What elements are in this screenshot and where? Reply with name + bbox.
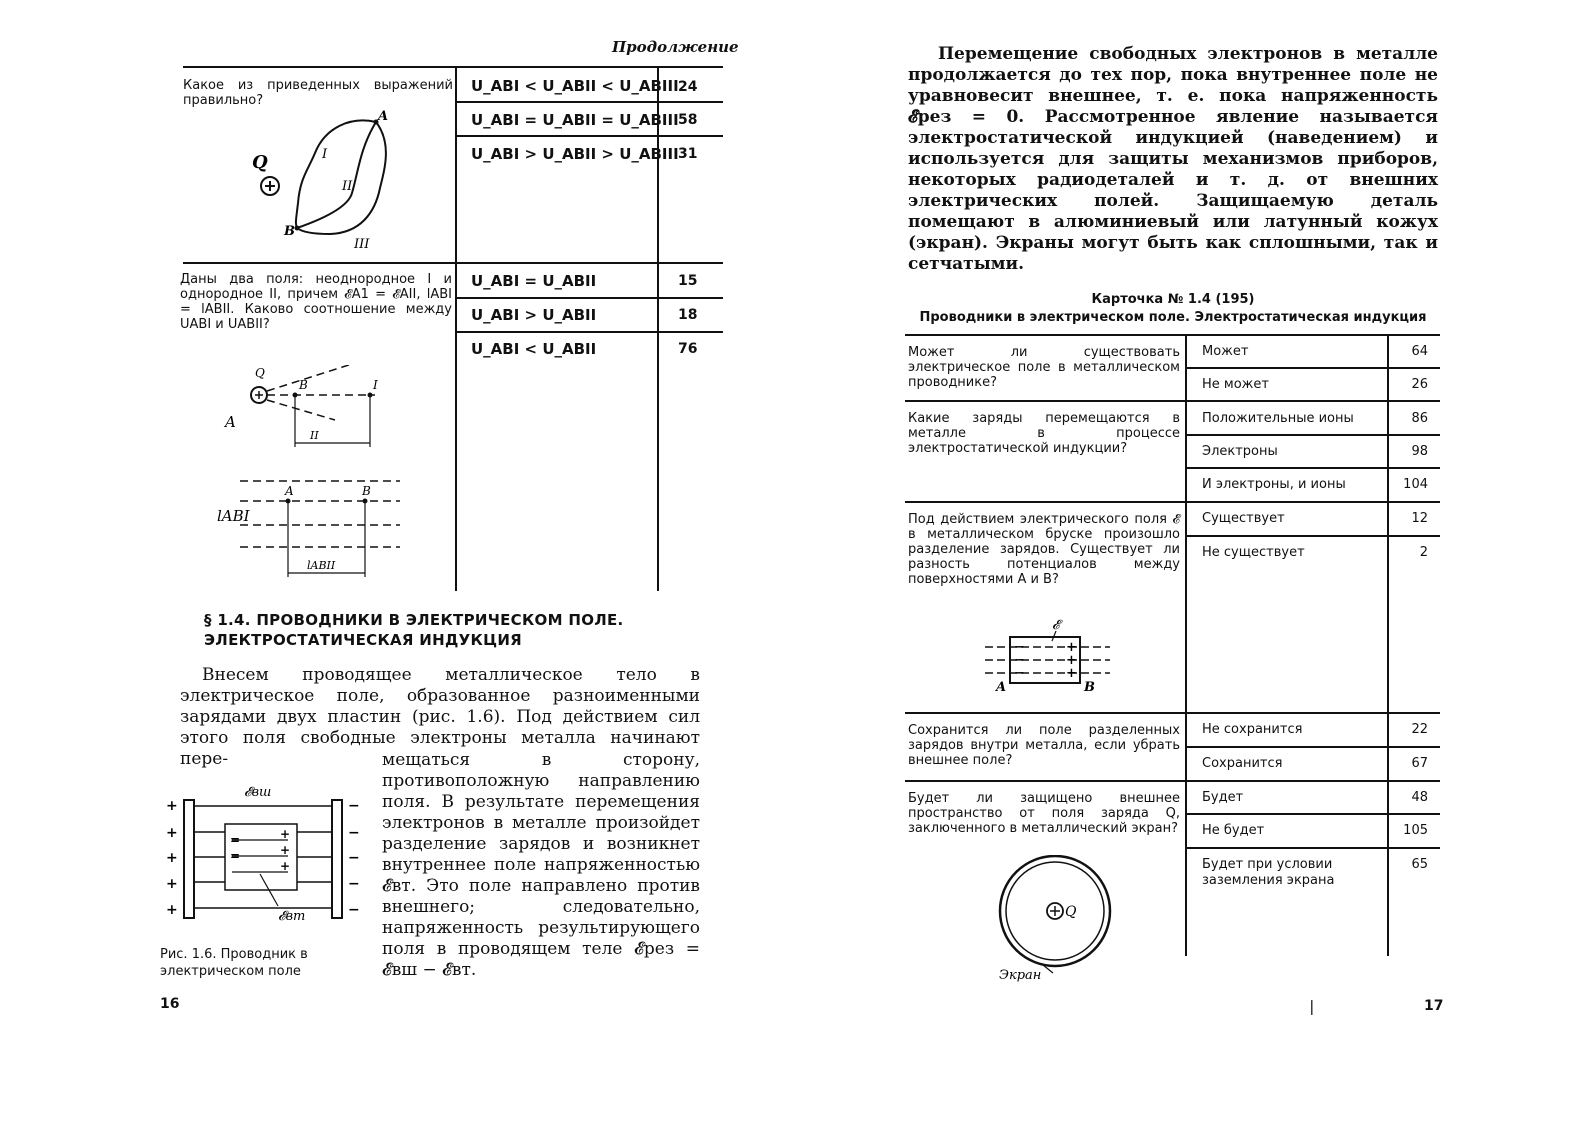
- card-answer-5-3: Будет при условии заземления экрана: [1202, 857, 1335, 888]
- table-divider: [455, 66, 457, 591]
- external-field-label: 𝓔вш: [244, 785, 272, 800]
- row-rule: [455, 101, 723, 103]
- row-rule: [905, 712, 1440, 714]
- code-q1-1: 24: [678, 79, 698, 95]
- card-subtitle: Проводники в электрическом поле. Электростатическая индукция: [919, 310, 1427, 325]
- page-number-right: 17: [1424, 998, 1444, 1014]
- card-code-3-2: 2: [1419, 545, 1428, 560]
- svg-text:+: +: [280, 843, 291, 857]
- point-a-label: A: [378, 109, 389, 124]
- code-q2-3: 76: [678, 341, 698, 357]
- svg-text:+: +: [166, 902, 178, 918]
- card-question-4: Сохранится ли поле разделенных зарядов внутри металла, если убрать внешнее поле?: [908, 723, 1180, 768]
- row-rule: [905, 780, 1440, 782]
- svg-text:+: +: [1066, 640, 1077, 655]
- charge-label: Q: [252, 152, 268, 173]
- card-answer-3-2: Не существует: [1202, 545, 1305, 560]
- card-code-2-3: 104: [1403, 477, 1428, 492]
- svg-text:+: +: [280, 827, 291, 841]
- row-rule: [905, 501, 1440, 503]
- path-label-1: I: [322, 147, 328, 162]
- svg-text:−: −: [348, 902, 360, 918]
- path-label-3: III: [354, 237, 370, 252]
- row-rule: [183, 262, 723, 264]
- card-question-5: Будет ли защищено внешнее пространство от поля заряда Q, заключенного в металлический экран?: [908, 791, 1180, 836]
- distance-label-2: lABII: [307, 559, 336, 572]
- surface-b-label: B: [1084, 680, 1095, 695]
- row-rule: [1185, 467, 1440, 469]
- code-q1-3: 31: [678, 146, 698, 162]
- shield-screen-diagram: [995, 855, 1125, 990]
- answer-q2-1: U_ABI = U_ABII: [471, 272, 597, 290]
- conductor-figure: [160, 782, 370, 922]
- point-b-label: B: [362, 484, 371, 498]
- card-code-5-2: 105: [1403, 823, 1428, 838]
- code-q2-2: 18: [678, 307, 698, 323]
- answer-q1-1: U_ABI < U_ABII < U_ABIII: [471, 77, 679, 95]
- card-answer-2-2: Электроны: [1202, 444, 1278, 459]
- point-b-label: I: [373, 378, 378, 392]
- distance-label-1: II: [310, 429, 319, 442]
- point-a-label: B: [299, 378, 308, 392]
- question-2: Даны два поля: неоднородное I и однородное II, причем 𝓔A1 = 𝓔AII, lABI = lABII. Каково соотношение между UABI и UABII?: [180, 272, 452, 332]
- svg-text:+: +: [166, 825, 178, 841]
- section-heading-line-1: § 1.4. ПРОВОДНИКИ В ЭЛЕКТРИЧЕСКОМ ПОЛЕ.: [204, 611, 624, 629]
- question-1: Какое из приведенных выражений правильно?: [183, 78, 453, 108]
- svg-text:=: =: [230, 849, 241, 863]
- svg-text:+: +: [166, 876, 178, 892]
- answer-q2-3: U_ABI < U_ABII: [471, 340, 597, 358]
- row-rule: [1185, 813, 1440, 815]
- card-answer-5-1: Будет: [1202, 790, 1244, 805]
- figure-caption: Рис. 1.6. Проводник в электрическом поле: [160, 947, 308, 979]
- row-rule: [455, 331, 723, 333]
- field-label-2: lABI: [217, 507, 250, 525]
- card-code-2-2: 98: [1411, 444, 1428, 459]
- svg-text:−: −: [1014, 653, 1025, 668]
- table-top-rule: [905, 334, 1440, 336]
- row-rule: [905, 400, 1440, 402]
- surface-a-label: A: [996, 680, 1007, 695]
- intro-paragraph: Перемещение свободных электронов в металле продолжается до тех пор, пока внутреннее поле не уравновесит внешнее, т. е. пока напряженность 𝓔рез = 0. Рассмотренное явление называется электростатической индукцией (наведением) и используется для защиты механизмов приборов, некоторых радиодеталей и т. д. от внешних электрических полей. Защищаемую деталь помещают в алюминиевый или латунный кожух (экран). Экраны могут быть как сплошными, так и сетчатыми.: [908, 44, 1438, 274]
- row-rule: [1185, 746, 1440, 748]
- card-answer-5-2: Не будет: [1202, 823, 1265, 838]
- card-code-5-1: 48: [1411, 790, 1428, 805]
- answer-q1-3: U_ABI > U_ABII > U_ABIII: [471, 145, 679, 163]
- card-code-4-2: 67: [1411, 756, 1428, 771]
- svg-text:+: +: [1066, 653, 1077, 668]
- svg-text:−: −: [348, 825, 360, 841]
- answer-q2-2: U_ABI > U_ABII: [471, 306, 597, 324]
- mark-symbol: ᛁ: [1307, 998, 1317, 1017]
- path-I: [296, 120, 376, 228]
- card-answer-4-2: Сохранится: [1202, 756, 1283, 771]
- svg-text:−: −: [348, 876, 360, 892]
- charge-label: Q: [255, 366, 265, 380]
- point-a-label: A: [285, 484, 294, 498]
- card-answer-3-1: Существует: [1202, 511, 1285, 526]
- right-plate: [332, 800, 342, 918]
- card-answer-1-1: Может: [1202, 344, 1249, 359]
- path-II: [297, 122, 376, 228]
- card-question-3: Под действием электрического поля 𝓔 в металлическом бруске произошло разделение зарядов. Существует ли разность потенциалов между поверхностями A и B?: [908, 512, 1180, 587]
- card-code-2-1: 86: [1411, 411, 1428, 426]
- row-rule: [1185, 535, 1440, 537]
- row-rule: [455, 297, 723, 299]
- answer-q1-2: U_ABI = U_ABII = U_ABIII: [471, 111, 679, 129]
- screen-label: Экран: [999, 968, 1042, 983]
- field-label: 𝓔: [1052, 618, 1060, 633]
- row-rule: [1185, 847, 1440, 849]
- svg-text:=: =: [230, 833, 241, 847]
- card-answer-1-2: Не может: [1202, 377, 1269, 392]
- row-rule: [455, 135, 723, 137]
- card-title: Карточка № 1.4 (195): [1091, 292, 1255, 307]
- row-rule: [1185, 434, 1440, 436]
- section-heading-line-2: ЭЛЕКТРОСТАТИЧЕСКАЯ ИНДУКЦИЯ: [204, 631, 523, 649]
- card-question-2: Какие заряды перемещаются в металле в процессе электростатической индукции?: [908, 411, 1180, 456]
- card-question-1: Может ли существовать электрическое поле в металлическом проводнике?: [908, 345, 1180, 390]
- card-code-5-3: 65: [1411, 857, 1428, 872]
- card-answer-4-1: Не сохранится: [1202, 722, 1303, 737]
- svg-text:−: −: [1014, 640, 1025, 655]
- svg-text:+: +: [166, 798, 178, 814]
- svg-text:−: −: [1014, 666, 1025, 681]
- code-q1-2: 58: [678, 112, 698, 128]
- card-code-1-1: 64: [1411, 344, 1428, 359]
- svg-text:+: +: [166, 850, 178, 866]
- fields-diagram: [215, 365, 415, 585]
- card-code-1-2: 26: [1411, 377, 1428, 392]
- body-paragraph-side: мещаться в сторону, противоположную направлению поля. В результате перемещения электронов в металле произойдет разделение зарядов и возникнет внутреннее поле напряженностью 𝓔вт. Это поле направлено против внешнего; следовательно, напряженность результирующего поля в проводящем теле 𝓔рез = 𝓔вш − 𝓔вт.: [382, 750, 700, 980]
- paths-diagram: [240, 108, 400, 258]
- internal-field-label: 𝓔вт: [278, 909, 306, 922]
- table-top-rule: [183, 66, 723, 68]
- page-number-left: 16: [160, 996, 180, 1012]
- svg-text:−: −: [348, 850, 360, 866]
- table-divider: [1185, 334, 1187, 956]
- svg-text:−: −: [348, 798, 360, 814]
- code-q2-1: 15: [678, 273, 698, 289]
- field-label-1: A: [225, 413, 236, 431]
- svg-text:+: +: [280, 859, 291, 873]
- continuation-label: Продолжение: [612, 38, 739, 56]
- card-answer-2-1: Положительные ионы: [1202, 411, 1354, 426]
- bar-charge-diagram: [980, 615, 1120, 695]
- path-III: [297, 122, 386, 234]
- charge-q-label: Q: [1065, 904, 1077, 920]
- section-heading: [204, 610, 624, 650]
- card-answer-2-3: И электроны, и ионы: [1202, 477, 1346, 492]
- svg-text:+: +: [1066, 666, 1077, 681]
- path-label-2: II: [342, 179, 353, 194]
- left-plate: [184, 800, 194, 918]
- card-code-4-1: 22: [1411, 722, 1428, 737]
- row-rule: [1185, 367, 1440, 369]
- body-paragraph: Внесем проводящее металлическое тело в электрическое поле, образованное разноименными зарядами двух пластин (рис. 1.6). Под действием сил этого поля свободные электроны металла начинают пере-: [180, 665, 700, 769]
- point-b-label: B: [284, 224, 295, 239]
- card-code-3-1: 12: [1411, 511, 1428, 526]
